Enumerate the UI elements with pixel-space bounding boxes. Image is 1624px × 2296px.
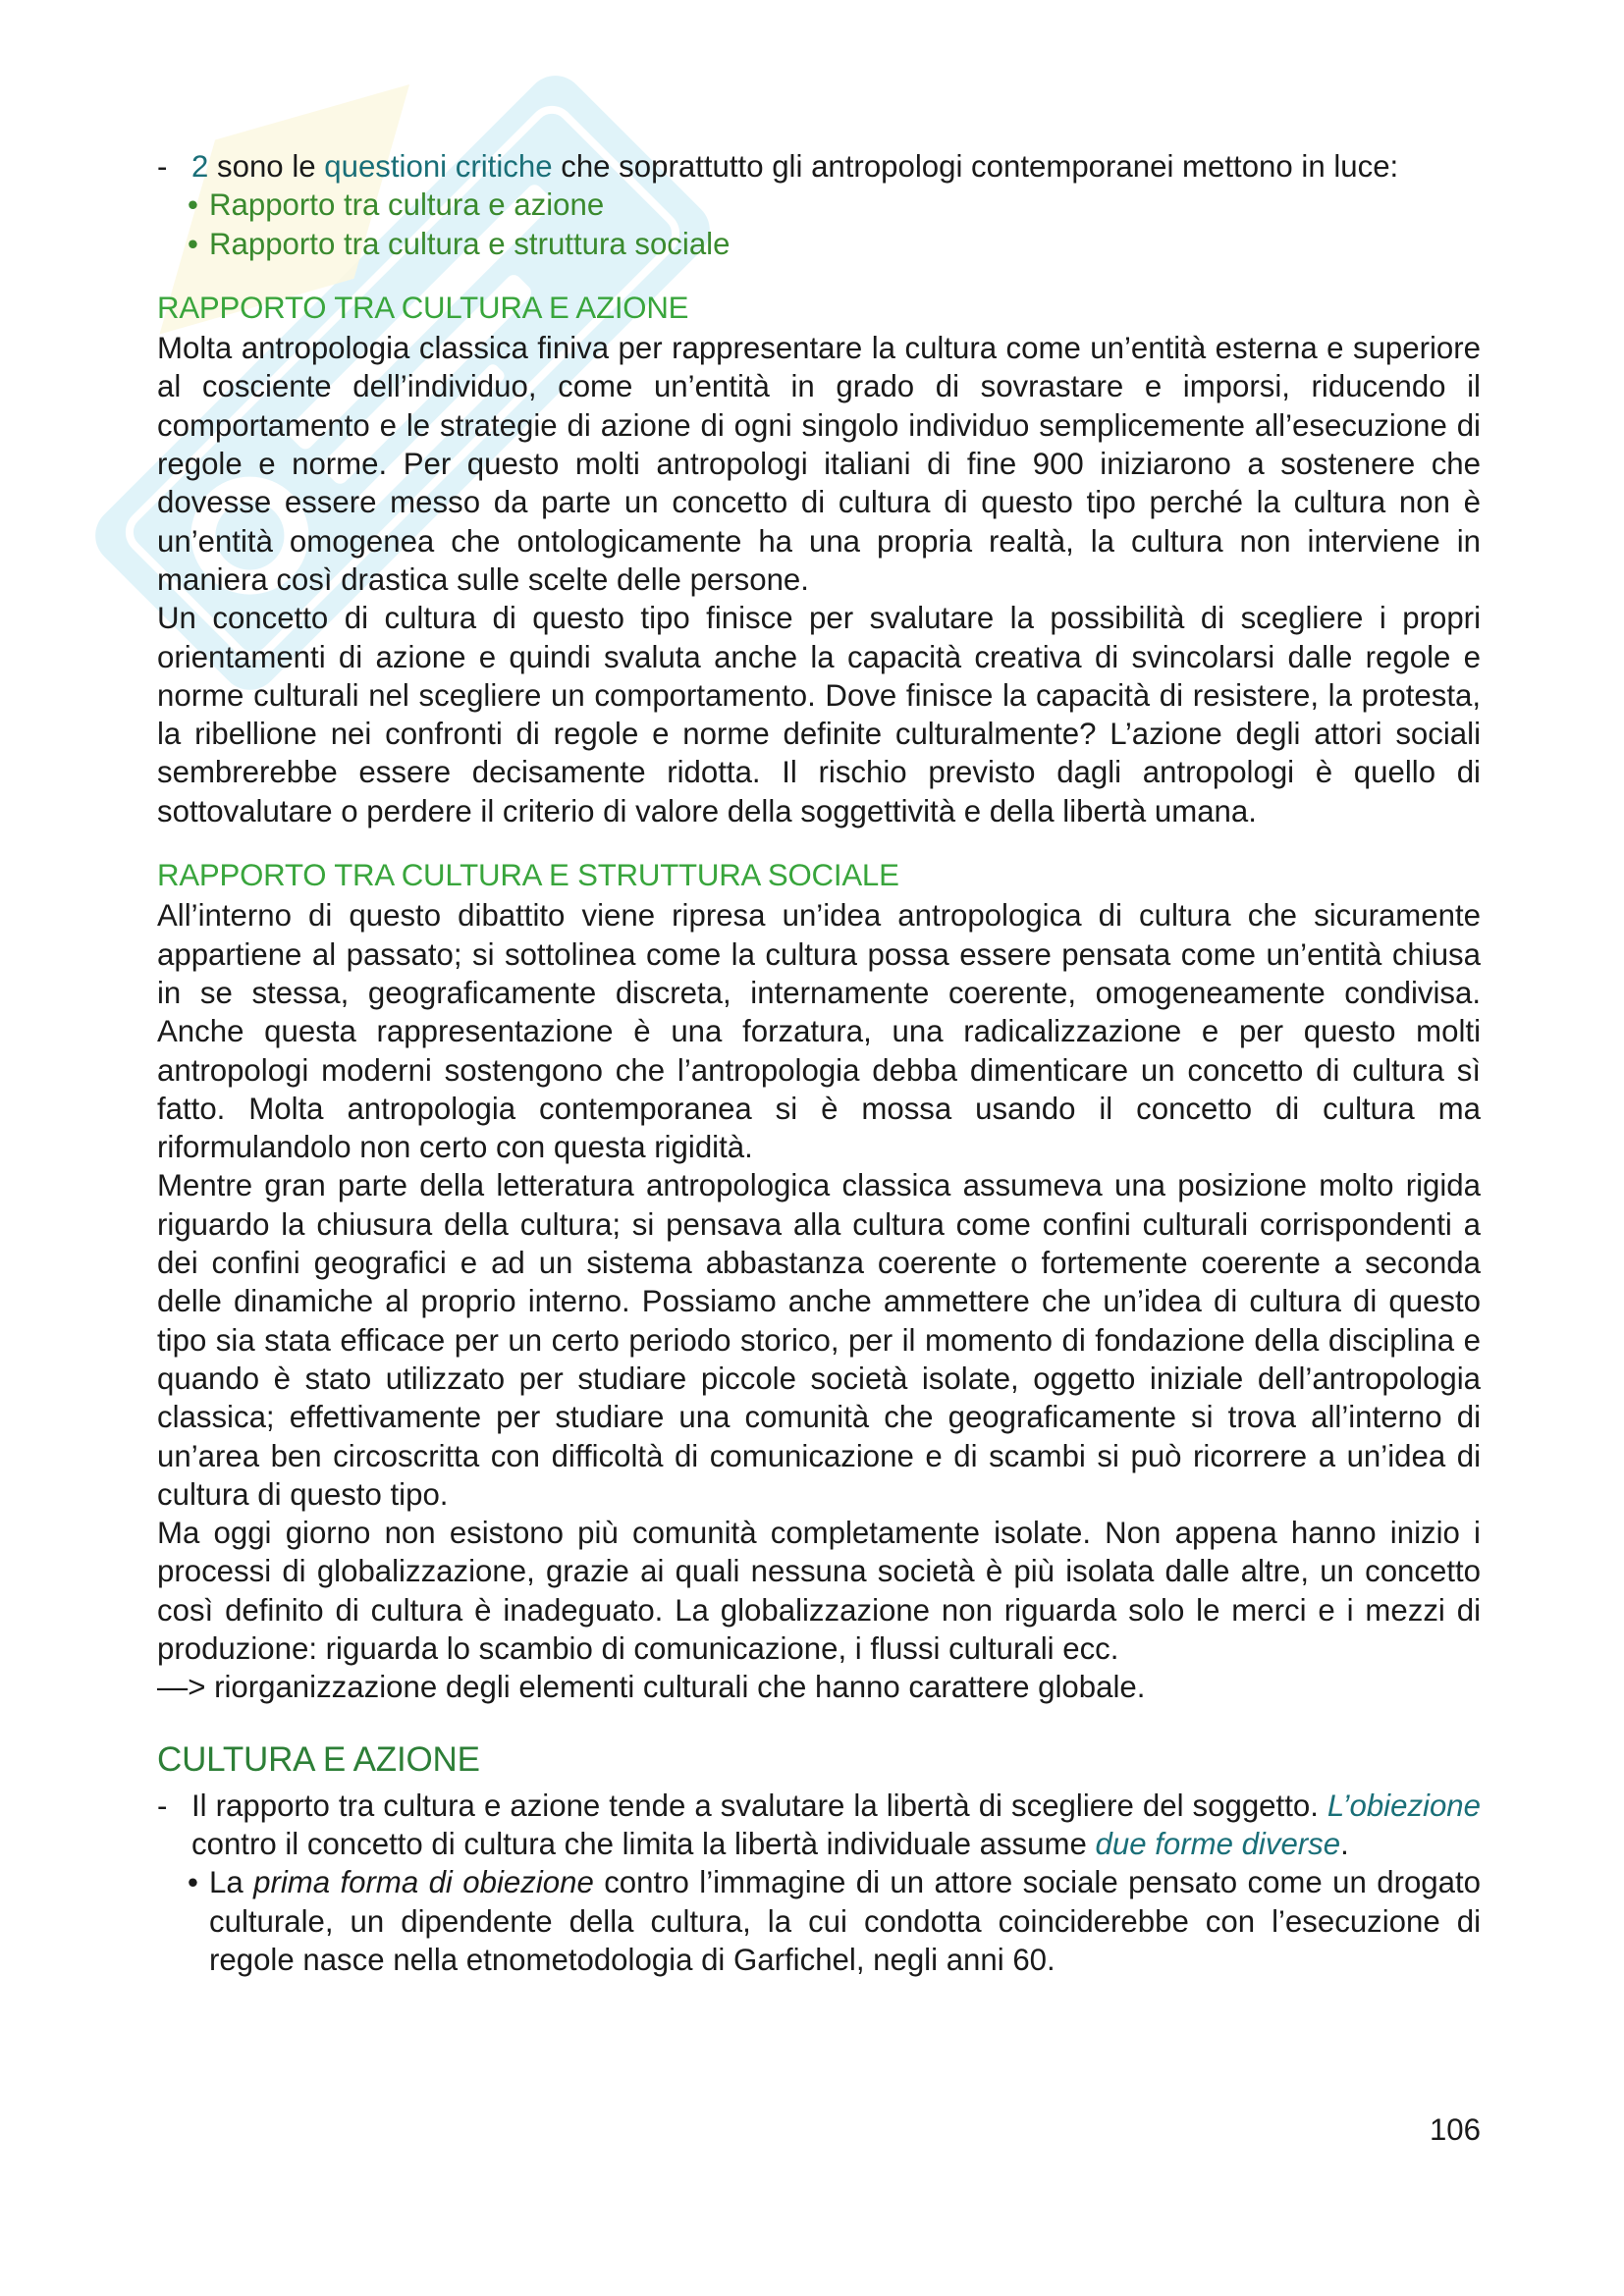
section-heading-cultura-azione: CULTURA E AZIONE bbox=[157, 1739, 480, 1779]
list-item: • Rapporto tra cultura e azione bbox=[157, 186, 1481, 224]
bullet-marker: • bbox=[188, 1865, 198, 1900]
objection-item: - Il rapporto tra cultura e azione tende a svalutare la libertà di scegliere del soggetto. L’obiezione contro il concetto di cultura che limita la libertà individuale assume due forme diverse. bbox=[157, 1788, 1481, 1862]
dash-marker: - bbox=[157, 1788, 168, 1823]
intro-text-1: sono le bbox=[208, 149, 325, 184]
section-heading-culture-structure: RAPPORTO TRA CULTURA E STRUTTURA SOCIALE bbox=[157, 858, 899, 893]
objection-term: L’obiezione bbox=[1326, 1788, 1481, 1823]
paragraph: —> riorganizzazione degli elementi culturali che hanno carattere globale. bbox=[157, 1670, 1146, 1705]
page-number: 106 bbox=[1429, 2112, 1481, 2147]
paragraph: Un concetto di cultura di questo tipo finisce per svalutare la possibilità di scegliere i propri orientamenti di azione e quindi svaluta anche la capacità creativa di svincolarsi dalle regole e norme culturali nel scegliere un comportamento. Dove finisce la capacità di resistere, la protesta, la ribellione nei confronti di regole e norme definite culturalmente? L’azione degli attori sociali sembrerebbe essere decisamente ridotta. Il rischio previsto dagli antropologi è quello di sottovalutare o perdere il criterio di valore della soggettività e della libertà umana. bbox=[157, 601, 1481, 828]
objection-forms-list bbox=[157, 1863, 1481, 1979]
dash-marker: - bbox=[157, 149, 168, 184]
paragraph: Mentre gran parte della letteratura antropologica classica assumeva una posizione molto rigida riguardo la chiusura della cultura; si pensava alla cultura come confini culturali corrispondenti a dei confini geografici e ad un sistema abbastanza coerente o fortemente coerente a seconda delle dinamiche al proprio interno. Possiamo anche ammettere che un’idea di cultura di questo tipo sia stata efficace per un certo periodo storico, per il momento di fondazione della disciplina e quando è stato utilizzato per studiare piccole società isolate, oggetto iniziale dell’antropologia classica; effettivamente per studiare una comunità che geograficamente si trova all’interno di un’area ben circoscritta con difficoltà di comunicazione e di scambi si può ricorrere a un’idea di cultura di questo tipo. bbox=[157, 1168, 1481, 1512]
list-item: • La prima forma di obiezione contro l’immagine di un attore sociale pensato come un drogato culturale, un dipendente della cultura, la cui condotta coinciderebbe con l’esecuzione di regole nasce nella etnometodologia di Garfichel, negli anni 60. bbox=[188, 1865, 1482, 1978]
intro-text-2: che soprattutto gli antropologi contemporanei mettono in luce: bbox=[552, 149, 1399, 184]
document-page bbox=[157, 147, 1481, 1979]
bullet-marker: • bbox=[188, 226, 198, 261]
two-forms-term: due forme diverse bbox=[1095, 1827, 1341, 1862]
critical-count: 2 bbox=[191, 149, 209, 184]
list-item: • Rapporto tra cultura e struttura sociale bbox=[157, 225, 1481, 263]
paragraph: Ma oggi giorno non esistono più comunità completamente isolate. Non appena hanno inizio i processi di globalizzazione, grazie ai quali nessuna società è più isolata dalle altre, un concetto così definito di cultura è inadeguato. La globalizzazione non riguarda solo le merci e i mezzi di produzione: riguarda lo scambio di comunicazione, i flussi culturali ecc. bbox=[157, 1516, 1481, 1666]
bullet-marker: • bbox=[188, 187, 198, 223]
critical-questions-list bbox=[157, 186, 1481, 263]
section-heading-culture-action: RAPPORTO TRA CULTURA E AZIONE bbox=[157, 290, 689, 325]
first-objection-term: prima forma di obiezione bbox=[253, 1865, 594, 1900]
critical-questions-term: questioni critiche bbox=[324, 149, 553, 184]
paragraph: Molta antropologia classica finiva per rappresentare la cultura come un’entità esterna e superiore al cosciente dell’individuo, come un’entità in grado di sovrastare e imporsi, riducendo il comportamento e le strategie di azione di ogni singolo individuo semplicemente all’esecuzione di regole e norme. Per questo molti antropologi italiani di fine 900 iniziarono a sostenere che dovesse essere messo da parte un concetto di cultura di questo tipo perché la cultura non è un’entità omogenea che ontologicamente ha una propria realtà, la cultura non interviene in maniera così drastica sulle scelte delle persone. bbox=[157, 331, 1481, 597]
paragraph: All’interno di questo dibattito viene ripresa un’idea antropologica di cultura che sicuramente appartiene al passato; si sottolinea come la cultura possa essere pensata come un’entità chiusa in se stessa, geograficamente discreta, internamente coerente, omogeneamente condivisa. Anche questa rappresentazione è una forzatura, una radicalizzazione e per questo molti antropologi moderni sostengono che l’antropologia debba dimenticare un concetto di cultura sì fatto. Molta antropologia contemporanea si è mossa usando il concetto di cultura ma riformulandolo non certo con questa rigidità. bbox=[157, 898, 1481, 1165]
intro-item bbox=[157, 147, 1481, 186]
